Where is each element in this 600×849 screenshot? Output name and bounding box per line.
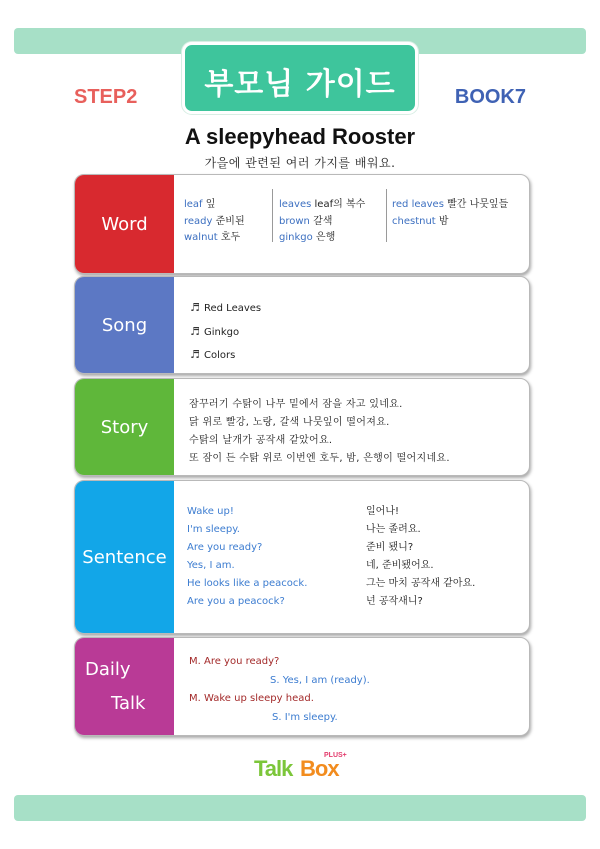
guide-title: 부모님 가이드 [204, 67, 396, 102]
word-column-1 [184, 197, 245, 247]
word-column-2 [279, 197, 365, 247]
word-entry: walnut 호두 [184, 232, 241, 243]
sentence-korean-column [366, 503, 475, 611]
word-entry: leaf 잎 [184, 199, 216, 210]
song-label: Song [75, 277, 174, 373]
sentence-section [74, 480, 530, 634]
guide-title-tab [182, 42, 418, 114]
story-label: Story [75, 379, 174, 475]
word-column-3 [392, 197, 508, 230]
sentence-english: I'm sleepy. [187, 524, 240, 535]
talkbox-logo: Talk Box PLUS+ [254, 752, 347, 781]
word-entry: chestnut 밤 [392, 215, 449, 227]
story-line: 닭 위로 빨강, 노랑, 갈색 나뭇잎이 떨어져요. [189, 417, 390, 428]
sentence-label: Sentence [75, 481, 174, 633]
word-entry: ready 준비된 [184, 215, 245, 227]
step-label: STEP2 [74, 86, 138, 108]
column-divider [272, 189, 273, 242]
sentence-english: Wake up! [187, 506, 234, 517]
word-entry: ginkgo 은행 [279, 232, 336, 243]
sentence-korean: 네, 준비됐어요. [366, 560, 434, 571]
daily-talk-content [187, 638, 519, 735]
story-text [189, 396, 450, 468]
dialogue-line: M. Are you ready? [189, 656, 280, 667]
song-item: ♬ Colors [190, 344, 261, 368]
sentence-english: Yes, I am. [187, 560, 235, 571]
daily-talk-dialogue [189, 653, 370, 727]
sentence-english: Are you ready? [187, 542, 263, 553]
music-note-icon: ♬ [190, 324, 200, 338]
daily-talk-label: Daily Talk [75, 638, 174, 735]
word-entry: leaves leaf의 복수 [279, 199, 366, 210]
sentence-english-column [187, 503, 307, 611]
sentence-english: Are you a peacock? [187, 596, 285, 607]
story-line: 수탉의 날개가 공작새 같았어요. [189, 435, 333, 446]
story-line: 또 잠이 든 수탉 위로 이번엔 호두, 밤, 은행이 떨어지네요. [189, 453, 450, 464]
music-note-icon: ♬ [190, 301, 200, 314]
sentence-english: He looks like a peacock. [187, 578, 308, 589]
story-content [187, 379, 519, 475]
song-item: ♬ Red Leaves [190, 297, 261, 321]
page-subtitle: 가을에 관련된 여러 가지를 배워요. [204, 156, 396, 170]
word-entry: red leaves 빨간 나뭇잎들 [392, 199, 509, 210]
song-content [187, 277, 519, 373]
song-section [74, 276, 530, 374]
word-content [184, 175, 519, 273]
dialogue-line: M. Wake up sleepy head. [189, 693, 314, 704]
music-note-icon: ♬ [190, 348, 200, 361]
word-entry: brown 갈색 [279, 215, 333, 227]
song-item: ♬ Ginkgo [190, 321, 261, 345]
word-section [74, 174, 530, 274]
story-line: 잠꾸러기 수탉이 나무 밑에서 잠을 자고 있네요. [189, 399, 403, 410]
word-label: Word [75, 175, 174, 273]
sentence-korean: 넌 공작새니? [366, 596, 423, 607]
daily-talk-section [74, 637, 530, 736]
sentence-korean: 나는 졸려요. [366, 524, 421, 535]
sentence-korean: 준비 됐니? [366, 542, 414, 553]
book-label: BOOK7 [454, 86, 526, 108]
sentence-korean: 일어나! [366, 506, 399, 517]
sentence-korean: 그는 마치 공작새 같아요. [366, 578, 476, 589]
bottom-band [14, 795, 586, 821]
song-list [190, 297, 261, 368]
dialogue-line: S. I'm sleepy. [272, 711, 338, 723]
sentence-content [187, 481, 519, 633]
page-title: A sleepyhead Rooster [184, 124, 416, 149]
dialogue-line: S. Yes, I am (ready). [270, 674, 370, 686]
column-divider [386, 189, 387, 242]
story-section [74, 378, 530, 476]
